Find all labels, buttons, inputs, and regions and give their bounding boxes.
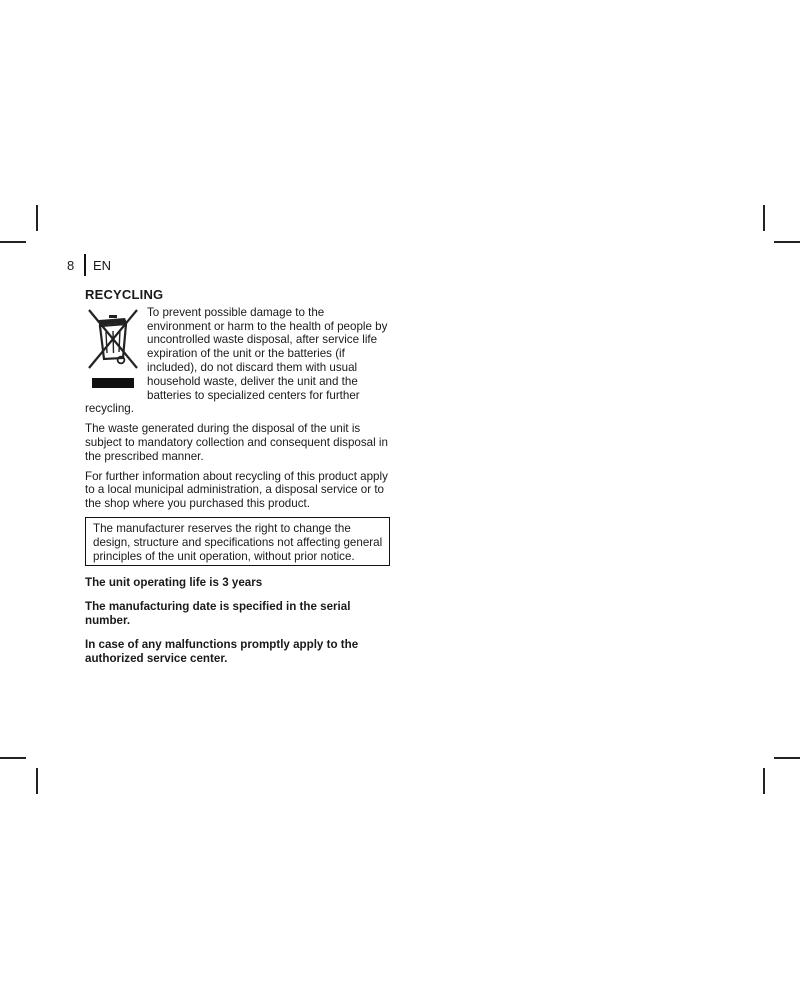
crop-mark-top-right-horizontal xyxy=(774,241,800,243)
intro-text: To prevent possible damage to the environment or harm to the health of people by uncontrolled waste disposal, after service life expiration of the unit or the batteries (if included), do not discard them with usual household waste, deliver the unit and the batteries to specialized centers for further recycling. xyxy=(85,305,388,416)
recycling-section xyxy=(85,288,390,675)
crop-mark-bottom-right-vertical xyxy=(763,768,765,794)
paragraph-waste-collection: The waste generated during the disposal of the unit is subject to mandatory collection and consequent disposal in the prescribed manner. xyxy=(85,422,388,463)
operating-life-statement: The unit operating life is 3 years xyxy=(85,576,263,590)
crop-mark-top-left-vertical xyxy=(36,205,38,231)
manufacturer-notice-box xyxy=(85,517,390,566)
malfunctions-statement: In case of any malfunctions promptly apply to the authorized service center. xyxy=(85,637,359,665)
crop-mark-bottom-right-horizontal xyxy=(774,757,800,759)
crop-mark-bottom-left-horizontal xyxy=(0,757,26,759)
manufacturer-notice-text: The manufacturer reserves the right to change the design, structure and specifications not affecting general principles of the unit operation, without prior notice. xyxy=(93,521,383,563)
crop-mark-bottom-left-vertical xyxy=(36,768,38,794)
intro-paragraph xyxy=(85,306,390,416)
paragraph-further-information: For further information about recycling of this product apply to a local municipal administration, a disposal service or to the shop where you purchased this product. xyxy=(85,469,388,511)
language-code: EN xyxy=(93,258,112,273)
page-number-divider xyxy=(84,254,86,276)
crop-mark-top-left-horizontal xyxy=(0,241,26,243)
page-number: 8 xyxy=(67,258,75,273)
crossed-out-wheelie-bin-icon xyxy=(85,306,141,396)
section-title: RECYCLING xyxy=(85,287,164,302)
crop-mark-top-right-vertical xyxy=(763,205,765,231)
manufacturing-date-statement: The manufacturing date is specified in the serial number. xyxy=(85,600,351,627)
